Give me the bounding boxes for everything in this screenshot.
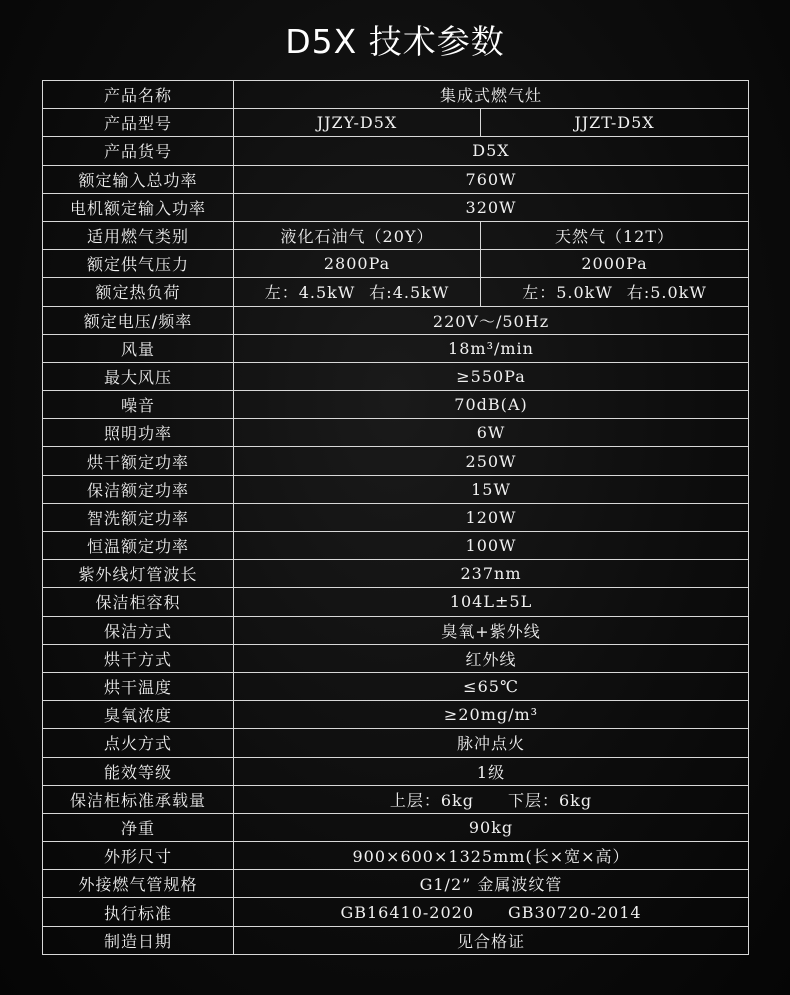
spec-value — [234, 898, 749, 926]
spec-row — [43, 250, 749, 278]
spec-value: 液化石油气（20Y） — [234, 221, 481, 249]
spec-label: 外形尺寸 — [43, 842, 234, 870]
spec-value: 70dB(A) — [234, 391, 749, 419]
spec-label: 外接燃气管规格 — [43, 870, 234, 898]
spec-label: 保洁柜容积 — [43, 588, 234, 616]
spec-row — [43, 644, 749, 672]
spec-value — [234, 785, 749, 813]
spec-value: D5X — [234, 137, 749, 165]
spec-label: 紫外线灯管波长 — [43, 560, 234, 588]
spec-row — [43, 278, 749, 306]
spec-label: 点火方式 — [43, 729, 234, 757]
spec-row — [43, 503, 749, 531]
spec-value: 104L±5L — [234, 588, 749, 616]
page-title: D5X 技术参数 — [285, 22, 505, 61]
spec-label: 照明功率 — [43, 419, 234, 447]
spec-value: 集成式燃气灶 — [234, 81, 749, 109]
spec-label: 额定热负荷 — [43, 278, 234, 306]
spec-row — [43, 701, 749, 729]
spec-label: 制造日期 — [43, 926, 234, 954]
spec-label: 风量 — [43, 334, 234, 362]
spec-row — [43, 391, 749, 419]
spec-label: 产品型号 — [43, 109, 234, 137]
spec-label: 执行标准 — [43, 898, 234, 926]
spec-value: ≥20mg/m³ — [234, 701, 749, 729]
spec-label: 净重 — [43, 813, 234, 841]
spec-value: 100W — [234, 532, 749, 560]
spec-row — [43, 926, 749, 954]
spec-value: 760W — [234, 165, 749, 193]
spec-value: 250W — [234, 447, 749, 475]
spec-value: 120W — [234, 503, 749, 531]
spec-value: G1/2” 金属波纹管 — [234, 870, 749, 898]
spec-label: 噪音 — [43, 391, 234, 419]
spec-row — [43, 193, 749, 221]
spec-value: JJZT-D5X — [481, 109, 749, 137]
spec-row — [43, 616, 749, 644]
spec-label: 额定电压/频率 — [43, 306, 234, 334]
spec-value: 320W — [234, 193, 749, 221]
spec-label: 恒温额定功率 — [43, 532, 234, 560]
spec-row — [43, 221, 749, 249]
spec-value: 90kg — [234, 813, 749, 841]
spec-label: 能效等级 — [43, 757, 234, 785]
spec-value: ≤65℃ — [234, 672, 749, 700]
spec-value-part: 上层：6kg — [389, 790, 474, 810]
spec-row — [43, 588, 749, 616]
spec-row — [43, 785, 749, 813]
spec-row — [43, 475, 749, 503]
spec-row — [43, 362, 749, 390]
spec-value — [481, 278, 749, 306]
spec-label: 烘干温度 — [43, 672, 234, 700]
spec-row — [43, 109, 749, 137]
spec-table-body — [43, 81, 749, 955]
spec-label: 烘干方式 — [43, 644, 234, 672]
spec-value: 2000Pa — [481, 250, 749, 278]
spec-value: ≥550Pa — [234, 362, 749, 390]
spec-label: 电机额定输入功率 — [43, 193, 234, 221]
spec-row — [43, 898, 749, 926]
spec-value-part: GB30720-2014 — [508, 902, 642, 922]
spec-value-part: 右:4.5kW — [369, 283, 450, 303]
spec-label: 额定供气压力 — [43, 250, 234, 278]
spec-value: JJZY-D5X — [234, 109, 481, 137]
spec-value: 237nm — [234, 560, 749, 588]
spec-value — [234, 278, 481, 306]
spec-label: 产品货号 — [43, 137, 234, 165]
spec-value: 18m³/min — [234, 334, 749, 362]
spec-value-part: GB16410-2020 — [340, 902, 474, 922]
spec-value: 220V～/50Hz — [234, 306, 749, 334]
spec-label: 臭氧浓度 — [43, 701, 234, 729]
spec-row — [43, 813, 749, 841]
spec-value: 见合格证 — [234, 926, 749, 954]
spec-row — [43, 419, 749, 447]
spec-row — [43, 334, 749, 362]
spec-label: 产品名称 — [43, 81, 234, 109]
spec-row — [43, 729, 749, 757]
spec-row — [43, 81, 749, 109]
spec-value: 臭氧+紫外线 — [234, 616, 749, 644]
spec-row — [43, 757, 749, 785]
spec-value: 1级 — [234, 757, 749, 785]
spec-label: 保洁方式 — [43, 616, 234, 644]
spec-label: 保洁柜标准承载量 — [43, 785, 234, 813]
spec-label: 适用燃气类别 — [43, 221, 234, 249]
spec-value: 脉冲点火 — [234, 729, 749, 757]
spec-label: 保洁额定功率 — [43, 475, 234, 503]
spec-label: 最大风压 — [43, 362, 234, 390]
spec-row — [43, 870, 749, 898]
spec-value: 6W — [234, 419, 749, 447]
spec-row — [43, 560, 749, 588]
spec-row — [43, 306, 749, 334]
spec-label: 烘干额定功率 — [43, 447, 234, 475]
spec-value-part: 下层：6kg — [508, 790, 593, 810]
spec-row — [43, 532, 749, 560]
spec-value-part: 左：4.5kW — [264, 283, 356, 303]
spec-row — [43, 447, 749, 475]
spec-row — [43, 842, 749, 870]
spec-label: 智洗额定功率 — [43, 503, 234, 531]
spec-value: 天然气（12T） — [481, 221, 749, 249]
spec-label: 额定输入总功率 — [43, 165, 234, 193]
spec-table — [42, 80, 749, 955]
spec-row — [43, 672, 749, 700]
spec-value: 2800Pa — [234, 250, 481, 278]
spec-value: 900×600×1325mm(长×宽×高） — [234, 842, 749, 870]
spec-row — [43, 137, 749, 165]
spec-value: 红外线 — [234, 644, 749, 672]
spec-value-part: 右:5.0kW — [626, 283, 707, 303]
spec-value-part: 左：5.0kW — [522, 283, 613, 303]
spec-row — [43, 165, 749, 193]
spec-value: 15W — [234, 475, 749, 503]
